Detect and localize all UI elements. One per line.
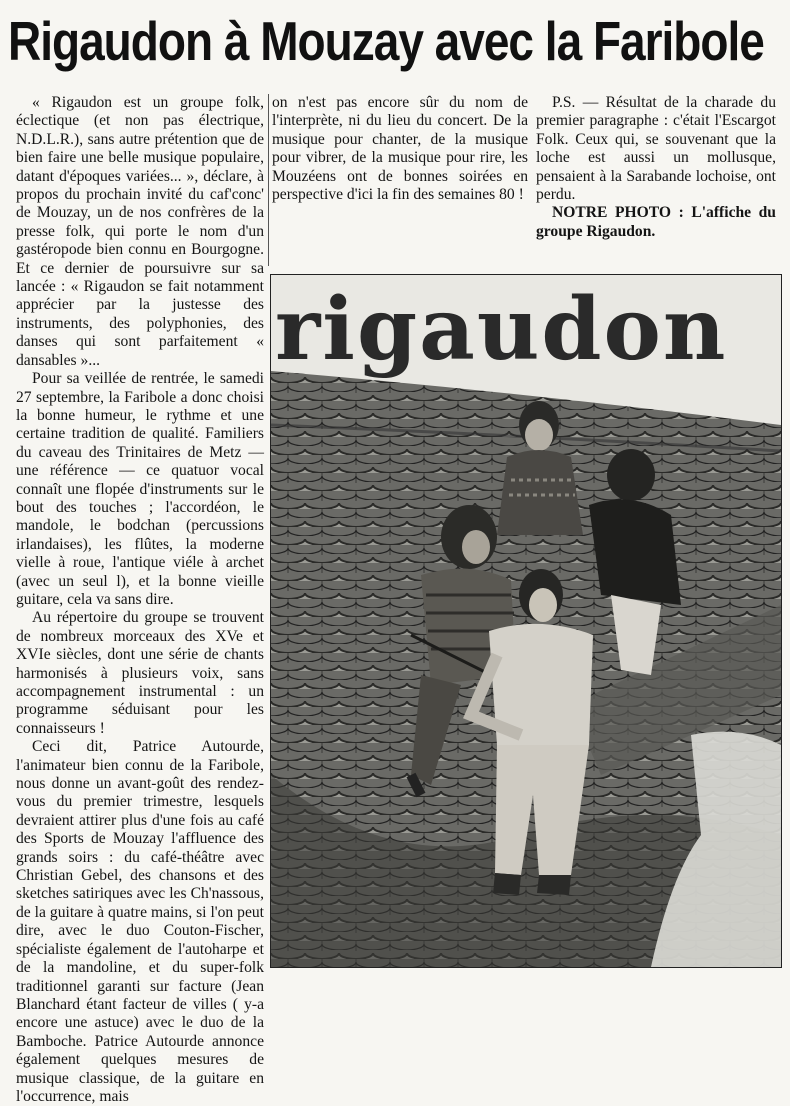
poster-photo bbox=[270, 274, 782, 968]
paragraph: Ceci dit, Patrice Autourde, l'animateur bien connu de la Faribole, nous donne un avant-goût des rendez-vous du premier trimestre, lesquels devraient attirer plus d'une fois au café des Sports de Mouzay l'affluence des grands soirs : du café-théâtre avec Christian Gebel, des chansons et des sketches satiriques avec les Ch'nassous, de la guitare à quatre mains, si l'on peut dire, avec le duo Couton-Fischer, spécialiste également de l'autoharpe et de la mandoline, et du super-folk traditionnel garanti sur facture (Jean Blanchard étant facteur de villes ( y-a encore une astuce) avec le duo de la Bamboche. Patrice Autourde annonce également quelques mesures de musique classique, de la guitare en l'occurrence, mais bbox=[16, 738, 264, 1105]
headline: Rigaudon à Mouzay avec la Faribole bbox=[8, 10, 764, 72]
caption-text: L'affiche du groupe Rigaudon. bbox=[536, 204, 776, 240]
paragraph: on n'est pas encore sûr du nom de l'interprète, ni du lieu du concert. De la musique pour chanter, de la musique pour vibrer, de la musique pour rire, les Mouzéens ont de bonnes soirées en perspective d'ici la fin des semaines 80 ! bbox=[272, 94, 528, 204]
ps-paragraph: P.S. — Résultat de la charade du premier paragraphe : c'était l'Escargot Folk. Ceux qui, se souvenant que la loche est aussi un mollusque, pensaient à la Sarabande lochoise, ont perdu. bbox=[536, 94, 776, 204]
caption-lead: NOTRE PHOTO : bbox=[552, 204, 684, 222]
column-divider bbox=[268, 94, 269, 266]
photo-caption bbox=[536, 204, 776, 241]
paragraph: « Rigaudon est un groupe folk, éclectique (et non pas électrique, N.D.L.R.), sans autre prétention que de bien faire une belle musique populaire, datant d'époques variées... », déclare, à propos du prochain invité du caf'conc' de Mouzay, un de nos confrères de la presse folk, qui porte le nom d'un gastéropode bien connu en Bourgogne. Et ce dernier de poursuivre sur sa lancée : « Rigaudon se fait notamment apprécier par la justesse des instruments, des polyphonies, des danses qui sont parfaitement « dansables »... bbox=[16, 94, 264, 369]
article-column-3 bbox=[536, 94, 776, 241]
paragraph: Pour sa veillée de rentrée, le samedi 27 septembre, la Faribole a donc choisi la bonne humeur, le rythme et une certaine tradition de qualité. Familiers du caveau des Trinitaires de Metz — une référence — ce quatuor vocal connaît une flopée d'instruments sur le bout des touches ; l'accordéon, le mandole, le bodchan (percussions irlandaises), les flûtes, la moderne vielle à roue, l'antique viéle à archet (avec un seul l), et la bonne vieille guitare, cela va sans dire. bbox=[16, 370, 264, 608]
paragraph: Au répertoire du groupe se trouvent de nombreux morceaux des XVe et XVIe siècles, dont une série de chants harmonisés à plusieurs voix, sans accompagnement instrumental : un programme séduisant pour les connaisseurs ! bbox=[16, 609, 264, 737]
article-column-2 bbox=[272, 94, 528, 204]
poster-title: rigaudon bbox=[275, 279, 728, 380]
article-column-1 bbox=[16, 94, 264, 1106]
